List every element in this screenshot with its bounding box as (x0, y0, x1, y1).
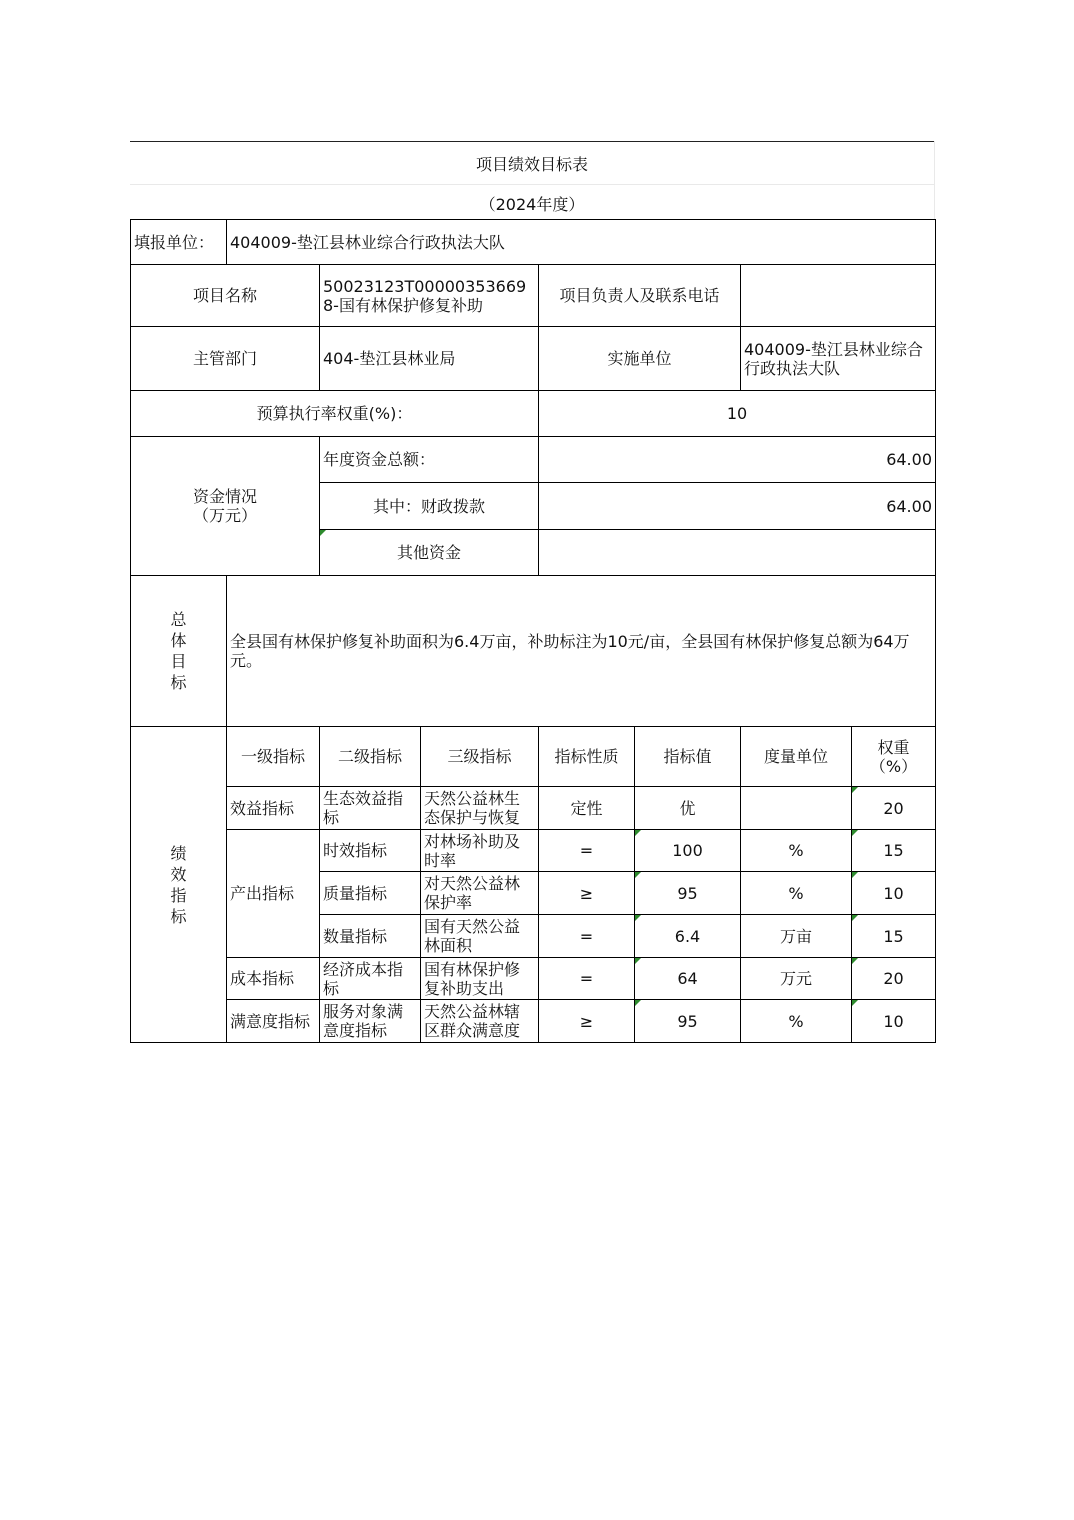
value-cell: 优 (635, 787, 741, 830)
impl-unit-label: 实施单位 (539, 327, 741, 391)
nature-cell: ≥ (539, 872, 635, 915)
annual-funds-value: 64.00 (539, 437, 936, 483)
unit-cell: % (741, 830, 852, 872)
unit-cell: % (741, 1000, 852, 1043)
header-level2: 二级指标 (320, 727, 421, 787)
unit-cell (741, 787, 852, 830)
header-level3: 三级指标 (421, 727, 539, 787)
weight-cell: 10 (852, 1000, 936, 1043)
level1-satisfaction: 满意度指标 (227, 1000, 320, 1043)
level1-cost: 成本指标 (227, 958, 320, 1000)
nature-cell: ≥ (539, 1000, 635, 1043)
level2-cell: 时效指标 (320, 830, 421, 872)
unit-cell: 万亩 (741, 915, 852, 958)
header-weight (852, 727, 936, 787)
level2-cell: 服务对象满意度指标 (320, 1000, 421, 1043)
funds-label-text: 资金情况（万元） (192, 487, 257, 525)
overall-goal-text: 全县国有林保护修复补助面积为6.4万亩，补助标注为10元/亩，全县国有林保护修复总额为64万元。 (227, 576, 936, 727)
funds-label (131, 437, 320, 576)
grid-line (934, 141, 935, 219)
fiscal-funds-value: 64.00 (539, 483, 936, 530)
level1-benefit: 效益指标 (227, 787, 320, 830)
level3-cell: 对林场补助及时率 (421, 830, 539, 872)
grid-line (130, 184, 934, 185)
value-cell: 95 (635, 1000, 741, 1043)
filler-value: 404009-垫江县林业综合行政执法大队 (227, 220, 936, 265)
performance-target-table (130, 219, 936, 1043)
nature-cell: 定性 (539, 787, 635, 830)
header-level1: 一级指标 (227, 727, 320, 787)
weight-cell: 20 (852, 787, 936, 830)
impl-unit-value: 404009-垫江县林业综合行政执法大队 (741, 327, 936, 391)
other-funds-label: 其他资金 (320, 530, 539, 576)
project-name-value: 50023123T000003536698-国有林保护修复补助 (320, 265, 539, 327)
weight-cell: 10 (852, 872, 936, 915)
header-value: 指标值 (635, 727, 741, 787)
indicators-label (131, 727, 227, 1043)
level2-cell: 质量指标 (320, 872, 421, 915)
level3-cell: 国有天然公益林面积 (421, 915, 539, 958)
value-cell: 100 (635, 830, 741, 872)
table-title: 项目绩效目标表 (475, 155, 588, 174)
annual-funds-label: 年度资金总额： (320, 437, 539, 483)
unit-cell: % (741, 872, 852, 915)
overall-goal-label (131, 576, 227, 727)
level3-cell: 国有林保护修复补助支出 (421, 958, 539, 1000)
level3-cell: 天然公益林生态保护与恢复 (421, 787, 539, 830)
dept-label: 主管部门 (131, 327, 320, 391)
header-nature: 指标性质 (539, 727, 635, 787)
level3-cell: 天然公益林辖区群众满意度 (421, 1000, 539, 1043)
project-contact-value (741, 265, 936, 327)
top-rule (130, 141, 934, 142)
weight-cell: 20 (852, 958, 936, 1000)
fiscal-funds-label: 其中：财政拨款 (320, 483, 539, 530)
nature-cell: = (539, 830, 635, 872)
table-year: （2024年度） (479, 195, 585, 214)
level2-cell: 经济成本指标 (320, 958, 421, 1000)
filler-label: 填报单位： (131, 220, 227, 265)
value-cell: 95 (635, 872, 741, 915)
nature-cell: = (539, 915, 635, 958)
budget-weight-value: 10 (539, 391, 936, 437)
other-funds-value (539, 530, 936, 576)
project-contact-label: 项目负责人及联系电话 (539, 265, 741, 327)
value-cell: 64 (635, 958, 741, 1000)
weight-cell: 15 (852, 830, 936, 872)
header-weight-text: 权重（%） (869, 737, 918, 776)
level2-cell: 数量指标 (320, 915, 421, 958)
unit-cell: 万元 (741, 958, 852, 1000)
nature-cell: = (539, 958, 635, 1000)
project-name-label: 项目名称 (131, 265, 320, 327)
weight-cell: 15 (852, 915, 936, 958)
overall-goal-label-text: 总体目标 (170, 610, 187, 692)
budget-weight-label: 预算执行率权重(%)： (131, 391, 539, 437)
level1-output: 产出指标 (227, 830, 320, 958)
value-cell: 6.4 (635, 915, 741, 958)
header-unit: 度量单位 (741, 727, 852, 787)
level2-cell: 生态效益指标 (320, 787, 421, 830)
dept-value: 404-垫江县林业局 (320, 327, 539, 391)
level3-cell: 对天然公益林保护率 (421, 872, 539, 915)
indicators-label-text: 绩效指标 (170, 843, 187, 926)
